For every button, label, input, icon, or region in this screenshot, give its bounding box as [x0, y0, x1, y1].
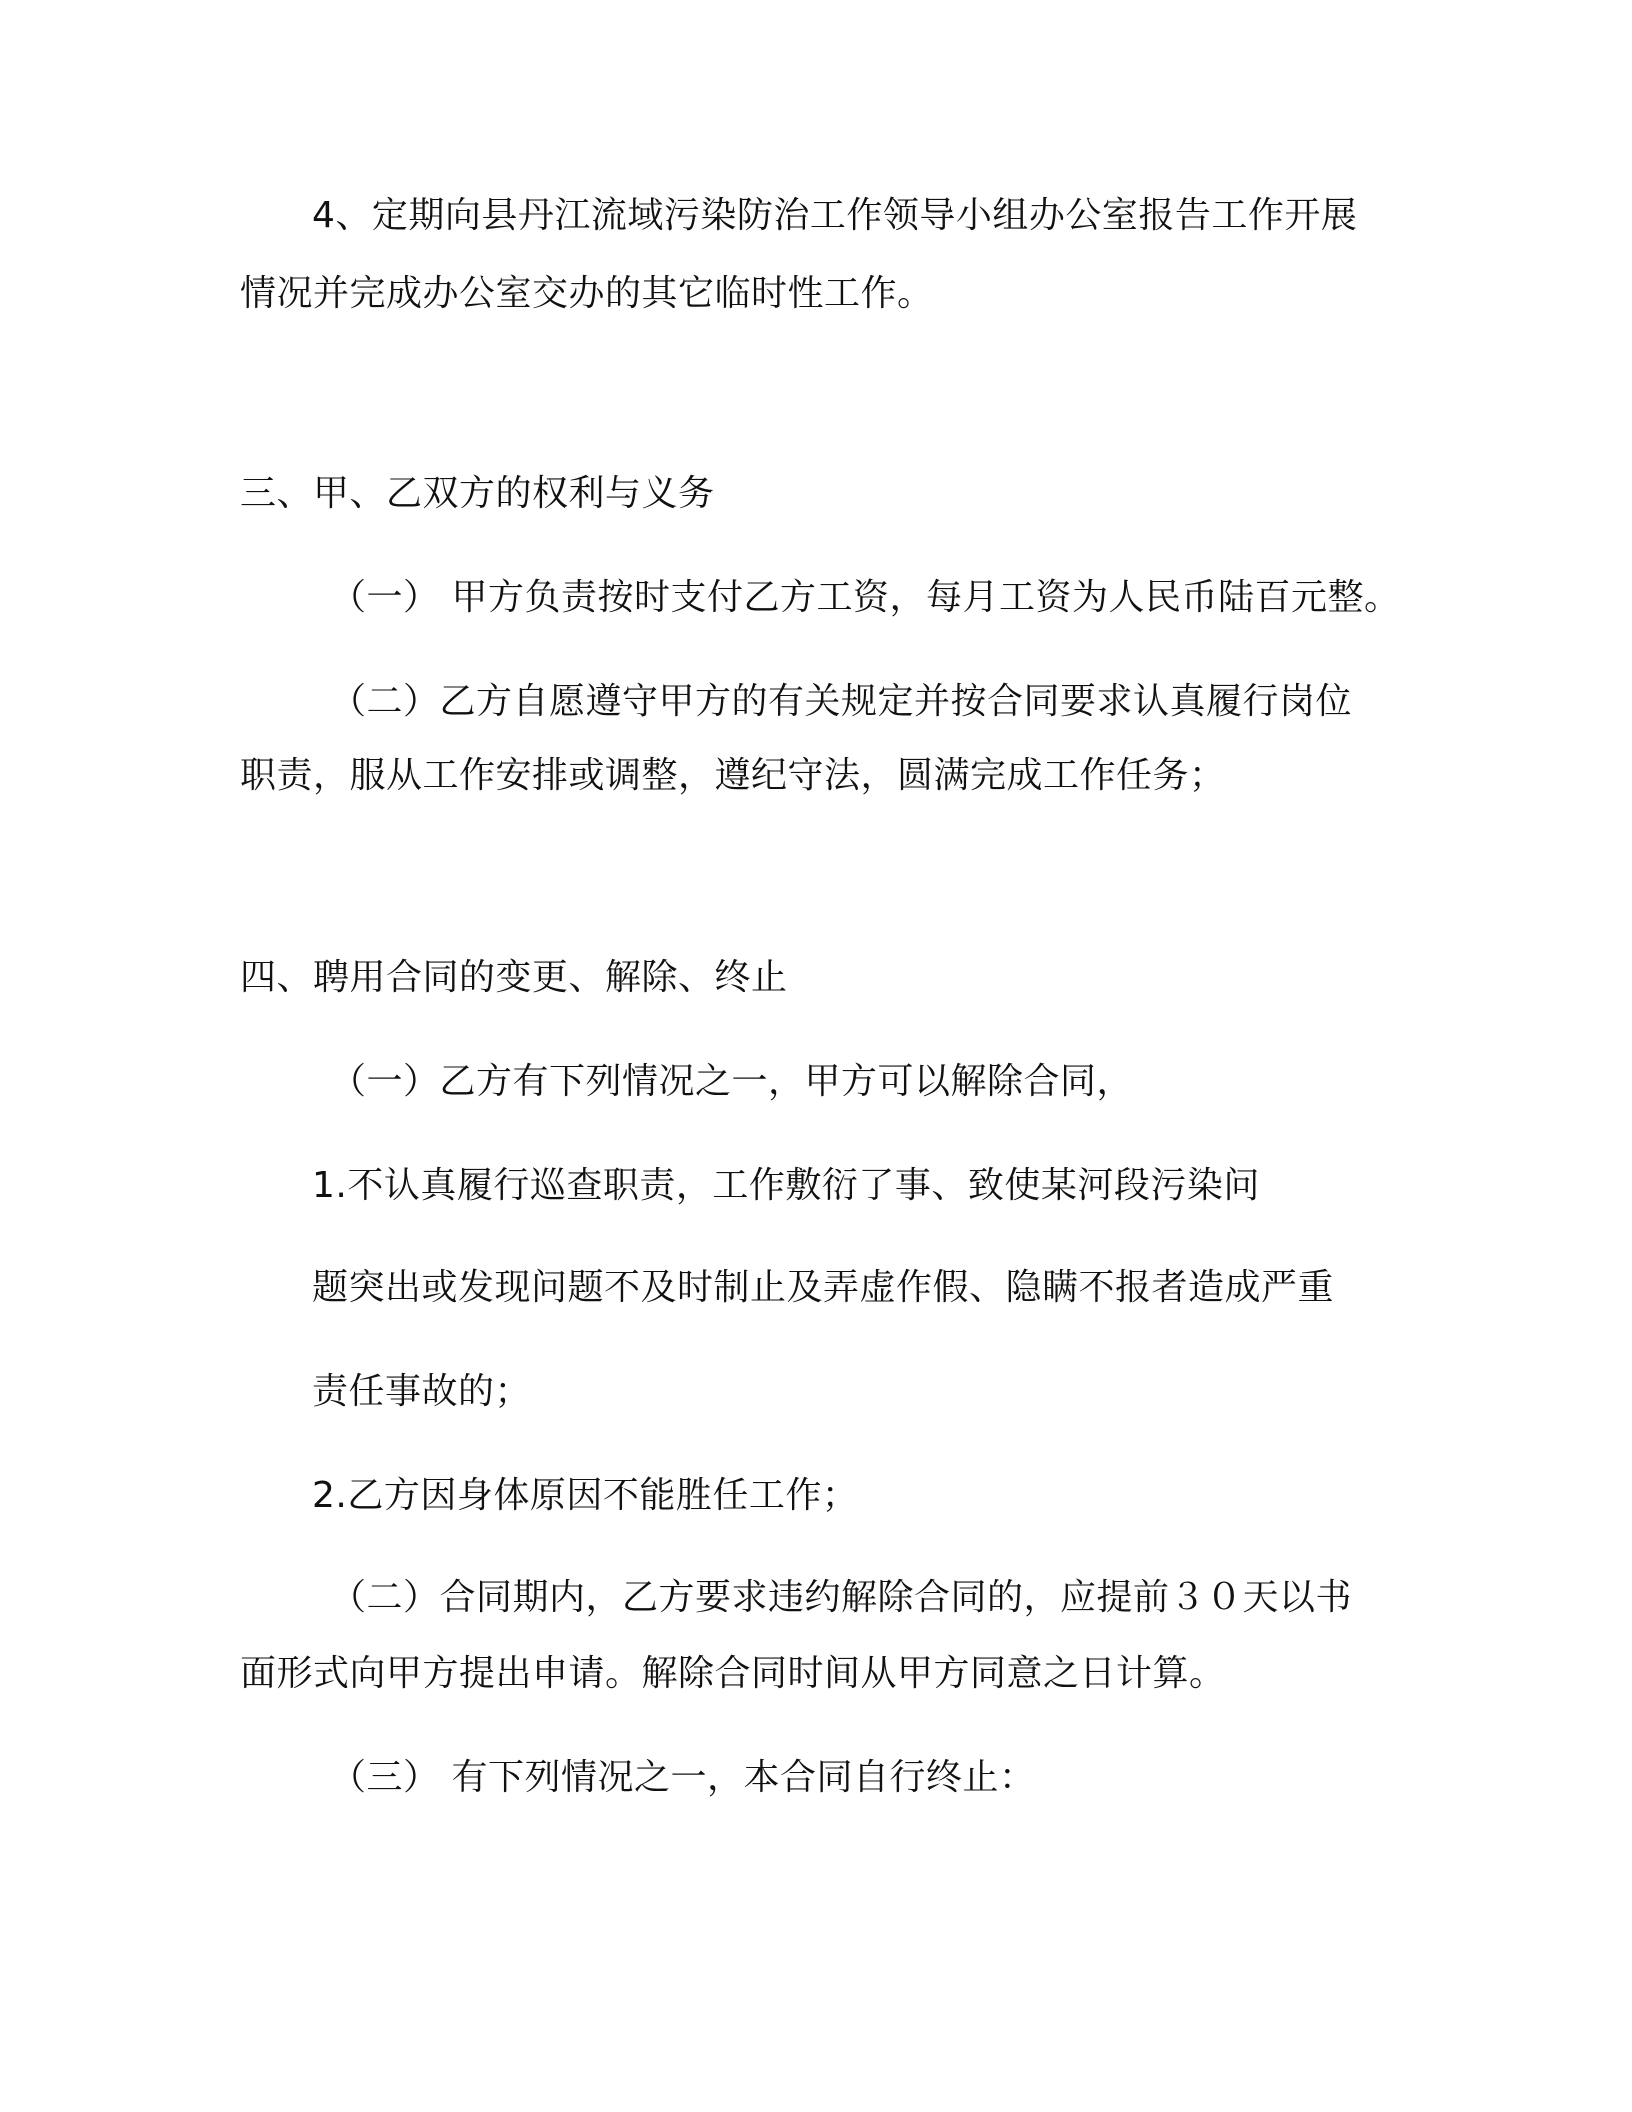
clause-4-line-1: 4、定期向县丹江流域污染防治工作领导小组办公室报告工作开展: [312, 195, 1358, 236]
section-3-item-1: （一） 甲方负责按时支付乙方工资，每月工资为人民币陆百元整。: [330, 577, 1401, 618]
section-4-heading: 四、聘用合同的变更、解除、终止: [240, 957, 788, 998]
section-4-item-1-point-1-line-2: 题突出或发现问题不及时制止及弄虚作假、隐瞒不报者造成严重: [312, 1267, 1335, 1308]
section-3-item-2-line-2: 职责，服从工作安排或调整，遵纪守法，圆满完成工作任务；: [240, 755, 1226, 796]
section-3-heading: 三、甲、乙双方的权利与义务: [240, 473, 715, 514]
section-4-item-3: （三） 有下列情况之一，本合同自行终止：: [330, 1757, 1036, 1798]
section-4-item-1-point-1-line-3: 责任事故的；: [312, 1371, 532, 1412]
clause-4-line-2: 情况并完成办公室交办的其它临时性工作。: [240, 273, 934, 314]
section-4-item-1-point-2: 2.乙方因身体原因不能胜任工作；: [312, 1475, 859, 1516]
section-4-item-1-point-1-line-1: 1.不认真履行巡查职责，工作敷衍了事、致使某河段污染问: [312, 1165, 1260, 1206]
section-4-item-1: （一）乙方有下列情况之一，甲方可以解除合同，: [330, 1061, 1134, 1102]
section-3-item-2-line-1: （二）乙方自愿遵守甲方的有关规定并按合同要求认真履行岗位: [330, 681, 1353, 722]
section-4-item-2-line-1: （二）合同期内，乙方要求违约解除合同的，应提前３０天以书: [330, 1577, 1353, 1618]
section-4-item-2-line-2: 面形式向甲方提出申请。解除合同时间从甲方同意之日计算。: [240, 1653, 1226, 1694]
